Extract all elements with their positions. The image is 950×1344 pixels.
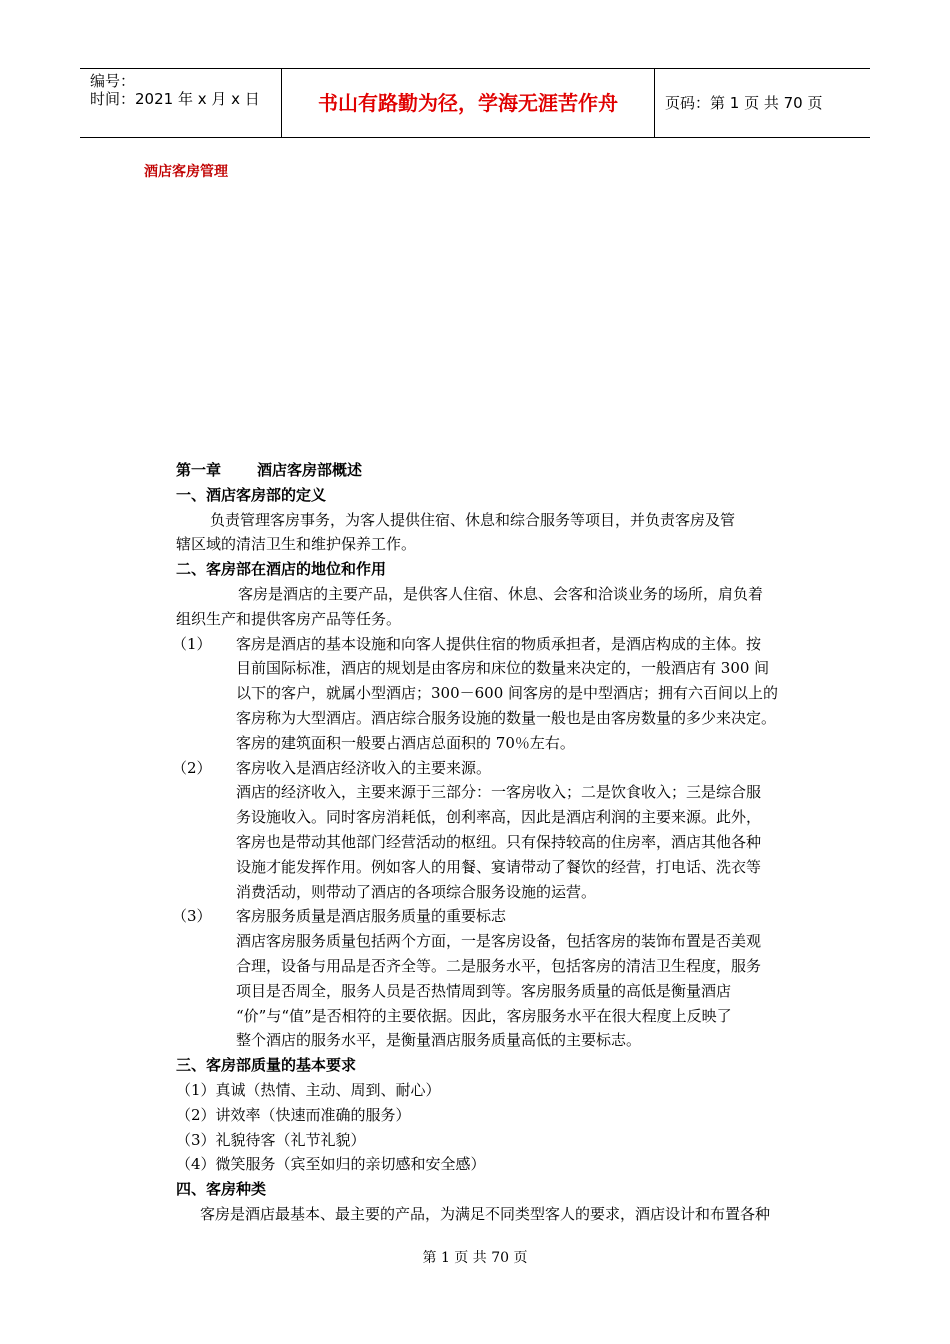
paragraph-line: 客房是酒店最基本、最主要的产品，为满足不同类型客人的要求，酒店设计和布置各种	[200, 1204, 771, 1223]
page-footer: 第 1 页 共 70 页	[422, 1250, 528, 1266]
item-line: 设施才能发挥作用。例如客人的用餐、宴请带动了餐饮的经营，打电话、洗衣等	[236, 857, 762, 876]
item-line: 目前国际标准，酒店的规划是由客房和床位的数量来决定的，一般酒店有 300 间	[236, 659, 770, 678]
chapter-number: 第一章	[176, 461, 222, 479]
chapter-title: 酒店客房部概述	[257, 461, 363, 479]
item-line: 客房的建筑面积一般要占酒店总面积的 70％左右。	[236, 733, 575, 752]
item-line: 客房收入是酒店经济收入的主要来源。	[236, 758, 492, 777]
requirement-item: （2）讲效率（快速而准确的服务）	[176, 1105, 411, 1124]
item-line: 酒店的经济收入，主要来源于三部分：一客房收入；二是饮食收入；三是综合服	[236, 783, 762, 802]
item-line: 酒店客房服务质量包括两个方面，一是客房设备，包括客房的装饰布置是否美观	[236, 932, 762, 951]
section-heading: 三、客房部质量的基本要求	[176, 1056, 357, 1075]
header-meta	[80, 69, 282, 137]
paragraph-line: 负责管理客房事务，为客人提供住宿、休息和综合服务等项目，并负责客房及管	[210, 510, 736, 529]
item-line: 客房是酒店的基本设施和向客人提供住宿的物质承担者，是酒店构成的主体。按	[236, 634, 762, 653]
item-line: 消费活动，则带动了酒店的各项综合服务设施的运营。	[236, 882, 597, 901]
header-page-label: 页码：第 1 页 共 70 页	[665, 94, 823, 112]
section-heading: 二、客房部在酒店的地位和作用	[176, 560, 387, 579]
list-item	[172, 632, 806, 657]
item-line: 客房也是带动其他部门经营活动的枢纽。只有保持较高的住房率，酒店其他各种	[236, 832, 762, 851]
section-heading: 四、客房种类	[176, 1180, 267, 1199]
item-line: 项目是否周全，服务人员是否热情周到等。客房服务质量的高低是衡量酒店	[236, 981, 732, 1000]
section-heading: 一、酒店客房部的定义	[176, 485, 327, 504]
item-line: 客房服务质量是酒店服务质量的重要标志	[236, 907, 507, 926]
item-number: （3）	[172, 907, 212, 926]
header-motto: 书山有路勤为径，学海无涯苦作舟	[282, 69, 655, 137]
document-title: 酒店客房管理	[144, 164, 228, 180]
page-header	[80, 68, 870, 138]
item-line: 客房称为大型酒店。酒店综合服务设施的数量一般也是由客房数量的多少来决定。	[236, 708, 777, 727]
requirement-item: （4）微笑服务（宾至如归的亲切感和安全感）	[176, 1155, 486, 1174]
chapter-heading	[176, 458, 806, 483]
paragraph-line: 客房是酒店的主要产品，是供客人住宿、休息、会客和洽谈业务的场所，肩负着	[238, 584, 764, 603]
time-label: 时间：2021 年 x 月 x 日	[90, 90, 260, 108]
requirement-item: （1）真诚（热情、主动、周到、耐心）	[176, 1080, 441, 1099]
code-label: 编号：	[90, 72, 136, 90]
item-line: 整个酒店的服务水平，是衡量酒店服务质量高低的主要标志。	[236, 1031, 642, 1050]
list-item	[172, 756, 806, 781]
paragraph-line: 辖区域的清洁卫生和维护保养工作。	[176, 535, 417, 554]
list-item	[172, 904, 806, 929]
item-number: （2）	[172, 758, 212, 777]
requirement-item: （3）礼貌待客（礼节礼貌）	[176, 1130, 366, 1149]
item-line: 务设施收入。同时客房消耗低，创利率高，因此是酒店利润的主要来源。此外，	[236, 808, 762, 827]
item-line: “价”与“值”是否相符的主要依据。因此，客房服务水平在很大程度上反映了	[236, 1006, 732, 1025]
document-body	[172, 458, 806, 1227]
paragraph-line: 组织生产和提供客房产品等任务。	[176, 609, 402, 628]
item-number: （1）	[172, 634, 212, 653]
item-line: 合理，设备与用品是否齐全等。二是服务水平，包括客房的清洁卫生程度，服务	[236, 956, 762, 975]
item-line: 以下的客户，就属小型酒店；300－600 间客房的是中型酒店；拥有六百间以上的	[236, 684, 779, 703]
